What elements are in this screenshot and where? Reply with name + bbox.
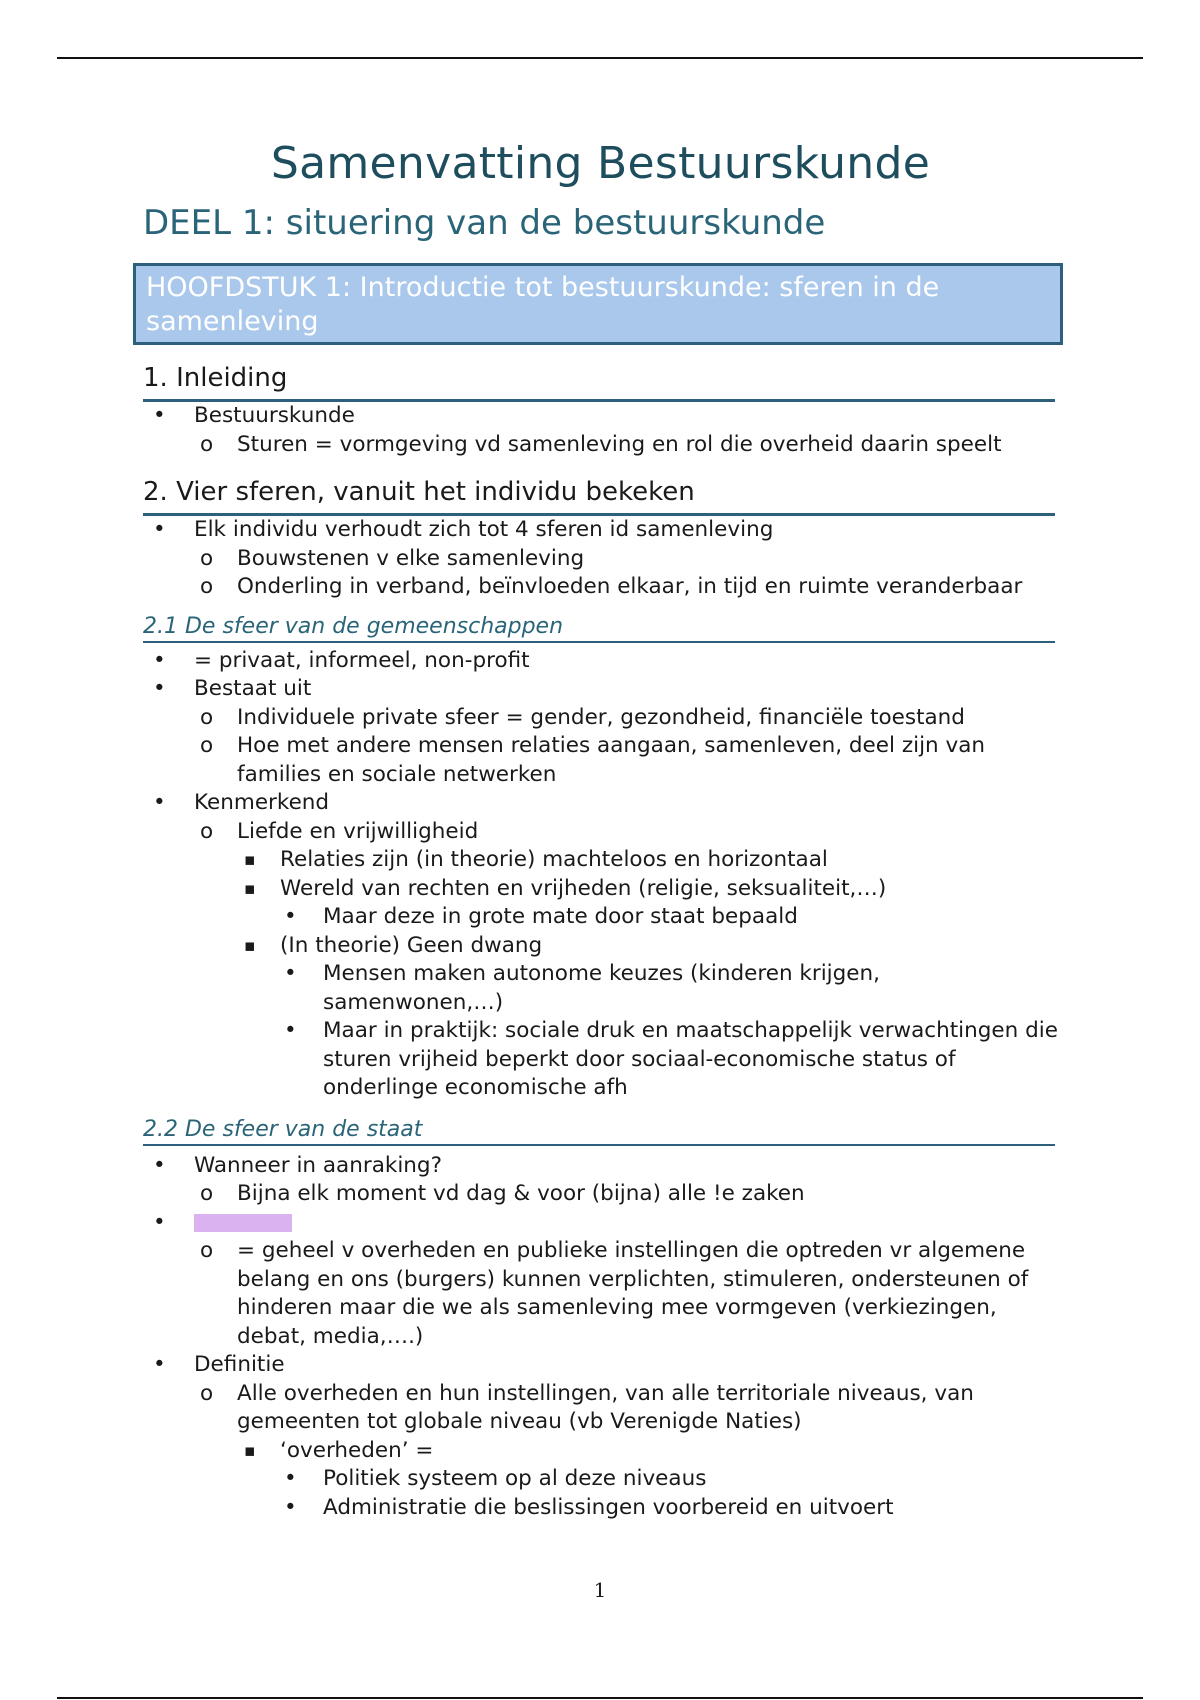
bullet-disc-icon: • bbox=[153, 1152, 166, 1178]
bullet-square-icon: ▪ bbox=[244, 878, 256, 899]
list-item: o Bijna elk moment vd dag & voor (bijna) alle !e zaken bbox=[143, 1180, 1058, 1209]
list-item: • Elk individu verhoudt zich tot 4 sferen id samenleving bbox=[143, 516, 1058, 545]
bullet-disc-icon: • bbox=[153, 647, 166, 673]
bullet-circle-icon: o bbox=[200, 818, 214, 844]
list-item: o = geheel v overheden en publieke instellingen die optreden vr algemene belang en ons (burgers) kunnen verplichten, stimuleren, ondersteunen of hinderen maar die we als samenleving mee vormgeven (verkiezingen, debat, media,….) bbox=[200, 1238, 1029, 1349]
bullet-disc-icon: • bbox=[284, 904, 297, 929]
bullet-disc-icon: • bbox=[153, 1352, 166, 1377]
list-item: • Bestuurskunde bbox=[143, 402, 1058, 431]
bullet-disc-icon: • bbox=[153, 676, 166, 701]
bullet-circle-icon: o bbox=[200, 704, 214, 730]
page-content bbox=[143, 138, 1058, 1522]
bullet-square-icon: ▪ bbox=[244, 1440, 256, 1461]
section-2-1-list bbox=[143, 647, 1058, 1103]
list-item: • Politiek systeem op al deze niveaus bbox=[143, 1465, 1058, 1494]
bullet-square-icon: ▪ bbox=[244, 935, 256, 956]
list-item: • Definitie bbox=[143, 1351, 1058, 1380]
bullet-circle-icon: o bbox=[200, 1380, 214, 1406]
bullet-circle-icon: o bbox=[200, 1181, 214, 1206]
bullet-disc-icon: • bbox=[284, 1018, 297, 1043]
list-item: ▪ ‘overheden’ = bbox=[143, 1437, 1058, 1466]
list-item: ▪ (In theorie) Geen dwang bbox=[143, 932, 1058, 961]
section-1-list bbox=[143, 402, 1058, 459]
bullet-disc-icon: • bbox=[284, 1494, 297, 1520]
chapter-heading: HOOFDSTUK 1: Introductie tot bestuurskunde: sferen in de samenleving bbox=[133, 263, 1063, 345]
list-item: • Maar in praktijk: sociale druk en maatschappelijk verwachtingen die sturen vrijheid beperkt door sociaal-economische status of onderlinge economische afh bbox=[284, 1018, 1058, 1100]
bullet-circle-icon: o bbox=[200, 1238, 214, 1263]
subsection-title-staat: 2.2 De sfeer van de staat bbox=[143, 1117, 1055, 1146]
list-item: • Kenmerkend bbox=[143, 789, 1058, 818]
section-2-2-list bbox=[143, 1152, 1058, 1523]
section-title-vier-sferen: 2. Vier sferen, vanuit het individu bekeken bbox=[143, 477, 1055, 516]
part-title: DEEL 1: situering van de bestuurskunde bbox=[143, 203, 826, 243]
bullet-square-icon: ▪ bbox=[244, 850, 256, 870]
bullet-circle-icon: o bbox=[200, 733, 214, 758]
list-item: o Alle overheden en hun instellingen, van alle territoriale niveaus, van gemeenten tot globale niveau (vb Verenigde Naties) bbox=[200, 1380, 974, 1434]
list-item: o Liefde en vrijwilligheid bbox=[143, 818, 1058, 847]
bullet-disc-icon: • bbox=[153, 790, 166, 815]
bullet-disc-icon: • bbox=[153, 1209, 166, 1235]
bullet-disc-icon: • bbox=[153, 517, 166, 542]
page-number: 1 bbox=[593, 1578, 607, 1602]
bullet-circle-icon: o bbox=[200, 574, 214, 599]
list-item: • Mensen maken autonome keuzes (kinderen krijgen, samenwonen,…) bbox=[284, 961, 880, 1015]
list-item: o Sturen = vormgeving vd samenleving en rol die overheid daarin speelt bbox=[143, 431, 1058, 460]
subsection-title-gemeenschappen: 2.1 De sfeer van de gemeenschappen bbox=[143, 614, 1055, 643]
bullet-disc-icon: • bbox=[284, 961, 297, 986]
list-item bbox=[143, 1209, 1058, 1238]
list-item: o Bouwstenen v elke samenleving bbox=[143, 545, 1058, 574]
document-title: Samenvatting Bestuurskunde bbox=[270, 138, 931, 189]
list-item: o Hoe met andere mensen relaties aangaan, samenleven, deel zijn van families en sociale netwerken bbox=[200, 733, 986, 787]
header-rule bbox=[57, 57, 1143, 59]
list-item: o Individuele private sfeer = gender, gezondheid, financiële toestand bbox=[143, 704, 1058, 733]
bullet-circle-icon: o bbox=[200, 545, 214, 571]
list-item: • Administratie die beslissingen voorbereid en uitvoert bbox=[143, 1494, 1058, 1523]
section-2-list bbox=[143, 516, 1058, 602]
bullet-disc-icon: • bbox=[153, 403, 166, 428]
list-item: • = privaat, informeel, non-profit bbox=[143, 647, 1058, 676]
list-item: ▪ Wereld van rechten en vrijheden (religie, seksualiteit,…) bbox=[143, 875, 1058, 904]
bullet-disc-icon: • bbox=[284, 1466, 297, 1491]
footer-rule bbox=[57, 1697, 1143, 1699]
highlighted-term bbox=[194, 1214, 292, 1232]
list-item: o Onderling in verband, beïnvloeden elkaar, in tijd en ruimte veranderbaar bbox=[143, 573, 1058, 602]
list-item: • Maar deze in grote mate door staat bepaald bbox=[143, 903, 1058, 932]
bullet-circle-icon: o bbox=[200, 431, 214, 457]
list-item: • Wanneer in aanraking? bbox=[143, 1152, 1058, 1181]
section-title-inleiding: 1. Inleiding bbox=[143, 363, 1055, 402]
list-item: • Bestaat uit bbox=[143, 675, 1058, 704]
list-item: ▪ Relaties zijn (in theorie) machteloos en horizontaal bbox=[143, 846, 1058, 875]
